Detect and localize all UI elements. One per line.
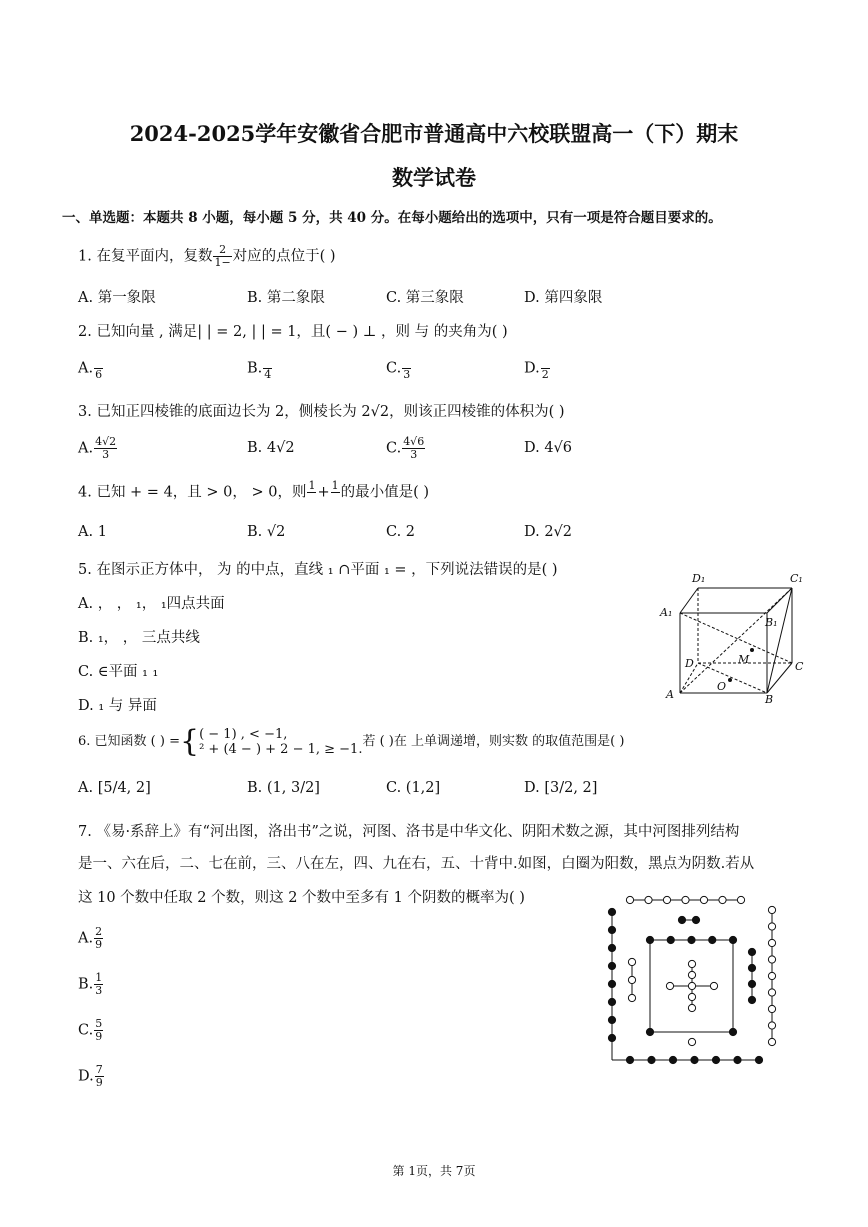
q2-option-d xyxy=(524,356,551,381)
q5-option-b: B. ₁， ， 三点共线 xyxy=(78,630,200,646)
q2-d-den: 2 xyxy=(541,368,549,381)
q3-option-b: B. 4√2 xyxy=(247,440,295,456)
question-7-line-1: 7. 《易·系辞上》有“河出图，洛出书”之说，河图、洛书是中华文化、阴阳术数之源，其中河图排列结构 xyxy=(78,824,740,840)
q3-c-num: 4√6 xyxy=(403,435,425,448)
q7-a-den: 9 xyxy=(95,938,103,951)
hetu-white-dot xyxy=(768,1038,775,1045)
label-a1: A₁ xyxy=(660,606,673,619)
hetu-white-dot xyxy=(737,896,744,903)
q4-num-1: 1 xyxy=(308,479,316,492)
q6-option-a: A. [5/4, 2] xyxy=(78,780,151,796)
hetu-white-dot xyxy=(710,982,717,989)
q7-a-num: 2 xyxy=(95,925,103,938)
q3-a-den: 3 xyxy=(102,448,110,461)
question-1 xyxy=(78,244,336,269)
q7-d-label: D. xyxy=(78,1068,94,1085)
q2-option-a xyxy=(78,356,104,381)
q6-option-c: C. (1,2] xyxy=(386,780,441,796)
hetu-white-dot xyxy=(688,982,695,989)
hetu-black-dot xyxy=(608,944,615,951)
q4-num-2: 1 xyxy=(331,479,339,492)
q1-post: 对应的点位于( ) xyxy=(232,248,336,265)
q7-d-den: 9 xyxy=(95,1076,103,1089)
q2-d-label: D. xyxy=(524,360,540,377)
hetu-white-dot xyxy=(688,960,695,967)
q6-cases xyxy=(199,727,362,757)
hetu-white-dot xyxy=(768,989,775,996)
hetu-white-dot xyxy=(688,971,695,978)
q5-option-d: D. ₁ 与 异面 xyxy=(78,698,157,714)
hetu-white-dot xyxy=(645,896,652,903)
q4-option-a: A. 1 xyxy=(78,524,107,540)
question-4 xyxy=(78,480,429,505)
label-b: B xyxy=(765,693,774,706)
q3-option-c xyxy=(386,436,426,461)
hetu-white-dot xyxy=(700,896,707,903)
q6-case-2: ² + (4 − ) + 2 − 1, ≥ −1. xyxy=(199,741,363,757)
q4-post: 的最小值是( ) xyxy=(340,484,430,501)
hetu-white-dot xyxy=(688,993,695,1000)
q2-option-c xyxy=(386,356,412,381)
question-5: 5. 在图示正方体中， 为 的中点，直线 ₁ ∩平面 ₁ = ，下列说法错误的是( ) xyxy=(78,562,558,578)
q1-option-b: B. 第二象限 xyxy=(247,290,325,306)
hetu-white-dot xyxy=(626,896,633,903)
q7-d-num: 7 xyxy=(95,1063,103,1076)
q7-option-b xyxy=(78,972,104,997)
q6-pre: 6. 已知函数 ( ) = xyxy=(78,734,180,749)
q7-c-num: 5 xyxy=(95,1017,103,1030)
hetu-white-dot xyxy=(768,939,775,946)
q5-option-c: C. ∈平面 ₁ ₁ xyxy=(78,664,159,680)
hetu-white-dot xyxy=(628,994,635,1001)
q3-c-den: 3 xyxy=(410,448,418,461)
q1-pre: 1. 在复平面内，复数 xyxy=(78,248,213,265)
hetu-white-dot xyxy=(688,1038,695,1045)
point-m xyxy=(750,648,754,652)
label-c: C xyxy=(795,660,804,673)
q2-c-label: C. xyxy=(386,360,402,377)
label-d1: D₁ xyxy=(692,572,706,585)
question-7-line-3: 这 10 个数中任取 2 个数，则这 2 个数中至多有 1 个阴数的概率为( ) xyxy=(78,890,525,906)
q3-a-label: A. xyxy=(78,440,94,457)
hetu-black-dot xyxy=(648,1056,655,1063)
hetu-black-dot xyxy=(709,936,716,943)
label-d: D xyxy=(685,657,694,670)
q7-b-label: B. xyxy=(78,976,94,993)
q4-option-c: C. 2 xyxy=(386,524,416,540)
hetu-black-dot xyxy=(729,936,736,943)
q3-option-a xyxy=(78,436,118,461)
section-heading: 一、单选题：本题共 8 小题，每小题 5 分，共 40 分。在每小题给出的选项中，只有一项是符合题目要求的。 xyxy=(62,210,722,226)
q7-option-a xyxy=(78,926,104,951)
label-c1: C₁ xyxy=(790,572,803,585)
label-a: A xyxy=(666,688,674,701)
q2-b-label: B. xyxy=(247,360,263,377)
hetu-white-dot xyxy=(768,906,775,913)
hetu-black-dot xyxy=(691,1056,698,1063)
q3-c-label: C. xyxy=(386,440,402,457)
q4-option-d: D. 2√2 xyxy=(524,524,573,540)
q1-numerator: 2 xyxy=(213,244,231,257)
page-footer: 第 1页，共 7页 xyxy=(392,1164,476,1178)
q6-option-b: B. (1, 3/2] xyxy=(247,780,320,796)
hetu-white-dot xyxy=(768,956,775,963)
hetu-black-dot xyxy=(669,1056,676,1063)
q3-a-num: 4√2 xyxy=(95,435,117,448)
hetu-black-dot xyxy=(729,1028,736,1035)
q4-option-b: B. √2 xyxy=(247,524,286,540)
hetu-diagram xyxy=(600,892,790,1067)
question-3: 3. 已知正四棱锥的底面边长为 2，侧棱长为 2√2，则该正四棱锥的体积为( ) xyxy=(78,404,565,420)
cube-figure xyxy=(655,568,815,708)
question-6 xyxy=(78,724,624,759)
q7-b-num: 1 xyxy=(95,971,103,984)
hetu-black-dot xyxy=(608,908,615,915)
hetu-black-dot xyxy=(608,926,615,933)
q2-b-den: 4 xyxy=(264,368,272,381)
title-line-2: 数学试卷 xyxy=(392,165,476,190)
hetu-black-dot xyxy=(748,964,755,971)
label-b1: B₁ xyxy=(765,616,778,629)
hetu-black-dot xyxy=(712,1056,719,1063)
q7-option-c xyxy=(78,1018,104,1043)
q1-fraction xyxy=(213,244,231,269)
q6-brace: { xyxy=(179,724,200,759)
label-o: O xyxy=(717,680,727,693)
q1-denominator: 1− xyxy=(214,256,231,269)
title-line-1: 2024-2025学年安徽省合肥市普通高中六校联盟高一（下）期末 xyxy=(129,121,739,146)
hetu-white-dot xyxy=(666,982,673,989)
q6-option-d: D. [3/2, 2] xyxy=(524,780,598,796)
q1-option-a: A. 第一象限 xyxy=(78,290,156,306)
hetu-black-dot xyxy=(646,936,653,943)
q6-case-1: ( − 1) , < −1, xyxy=(199,726,288,742)
hetu-black-dot xyxy=(688,936,695,943)
q7-c-den: 9 xyxy=(95,1030,103,1043)
hetu-white-dot xyxy=(768,1022,775,1029)
hetu-white-dot xyxy=(768,1005,775,1012)
hetu-black-dot xyxy=(608,980,615,987)
hetu-black-dot xyxy=(678,916,685,923)
hetu-black-dot xyxy=(608,998,615,1005)
q3-option-d: D. 4√6 xyxy=(524,440,573,456)
q7-option-d xyxy=(78,1064,105,1089)
question-2: 2. 已知向量 , 满足| | = 2, | | = 1，且( − ) ⊥ ，则 与 的夹角为( ) xyxy=(78,324,508,340)
hetu-white-dot xyxy=(768,923,775,930)
label-m: M xyxy=(738,653,750,666)
hetu-black-dot xyxy=(755,1056,762,1063)
q2-c-den: 3 xyxy=(403,368,411,381)
q4-pre: 4. 已知 + = 4，且 > 0， > 0，则 xyxy=(78,484,307,501)
q2-a-den: 6 xyxy=(95,368,103,381)
q2-option-b xyxy=(247,356,273,381)
hetu-white-dot xyxy=(663,896,670,903)
q2-a-label: A. xyxy=(78,360,94,377)
hetu-white-dot xyxy=(682,896,689,903)
q1-option-c: C. 第三象限 xyxy=(386,290,464,306)
hetu-black-dot xyxy=(667,936,674,943)
hetu-white-dot xyxy=(688,1004,695,1011)
hetu-white-dot xyxy=(628,958,635,965)
question-7-line-2: 是一、六在后，二、七在前，三、八在左，四、九在右，五、十背中.如图，白圈为阳数，黑点为阴数.若从 xyxy=(78,856,755,872)
q7-c-label: C. xyxy=(78,1022,94,1039)
hetu-white-dot xyxy=(719,896,726,903)
hetu-black-dot xyxy=(734,1056,741,1063)
hetu-black-dot xyxy=(646,1028,653,1035)
hetu-white-dot xyxy=(768,972,775,979)
hetu-black-dot xyxy=(748,996,755,1003)
hetu-black-dot xyxy=(608,1016,615,1023)
hetu-black-dot xyxy=(748,948,755,955)
q5-option-a: A. ， ， ₁， ₁四点共面 xyxy=(78,596,225,612)
hetu-black-dot xyxy=(692,916,699,923)
point-o xyxy=(728,678,732,682)
q7-b-den: 3 xyxy=(95,984,103,997)
hetu-black-dot xyxy=(608,962,615,969)
q1-option-d: D. 第四象限 xyxy=(524,290,603,306)
q4-plus: + xyxy=(317,484,330,501)
q7-a-label: A. xyxy=(78,930,94,947)
hetu-white-dot xyxy=(628,976,635,983)
hetu-black-dot xyxy=(748,980,755,987)
q6-post: 若 ( )在 上单调递增，则实数 的取值范围是( ) xyxy=(362,734,625,749)
